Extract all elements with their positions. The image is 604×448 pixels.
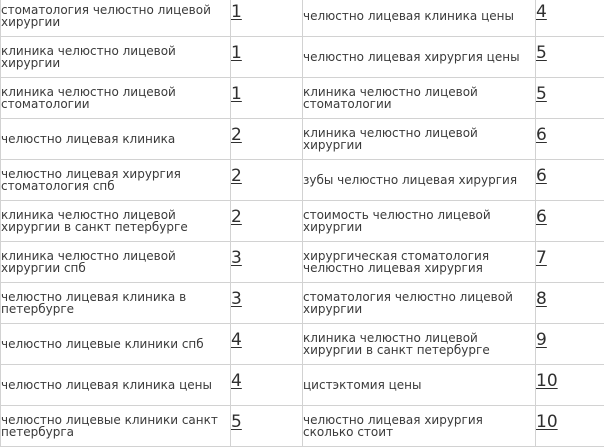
right-position-cell [536,119,604,160]
right-position-link[interactable]: 7 [536,247,547,268]
left-position-link[interactable]: 2 [231,206,242,227]
left-position-link[interactable]: 2 [231,165,242,186]
left-position-cell [231,160,303,201]
right-position-cell [536,406,604,447]
left-position-cell [231,242,303,283]
left-position-link[interactable]: 1 [231,42,242,63]
right-keyword-phrase: стоматология челюстно лицевой хирургии [303,283,536,324]
table-row [1,201,604,242]
left-position-link[interactable]: 1 [231,83,242,104]
left-position-cell [231,365,303,406]
right-keyword-phrase: челюстно лицевая клиника цены [303,0,536,37]
left-position-cell [231,283,303,324]
right-position-link[interactable]: 10 [536,370,558,391]
left-position-link[interactable]: 2 [231,124,242,145]
table-row [1,78,604,119]
right-position-link[interactable]: 9 [536,329,547,350]
right-keyword-phrase: клиника челюстно лицевой стоматологии [303,78,536,119]
left-keyword-phrase: челюстно лицевые клиники спб [1,324,231,365]
left-keyword-phrase: клиника челюстно лицевой хирургии спб [1,242,231,283]
right-position-link[interactable]: 6 [536,206,547,227]
right-position-cell [536,37,604,78]
table-row [1,119,604,160]
left-position-link[interactable]: 5 [231,411,242,432]
right-position-cell [536,365,604,406]
right-position-link[interactable]: 4 [536,1,547,22]
left-keyword-phrase: клиника челюстно лицевой хирургии в санкт петербурге [1,201,231,242]
table-row [1,37,604,78]
right-position-cell [536,283,604,324]
left-keyword-phrase: челюстно лицевые клиники санкт петербурга [1,406,231,447]
left-keyword-phrase: стоматология челюстно лицевой хирургии [1,0,231,37]
right-position-cell [536,242,604,283]
right-position-cell [536,0,604,37]
right-keyword-phrase: цистэктомия цены [303,365,536,406]
left-position-link[interactable]: 3 [231,247,242,268]
right-position-link[interactable]: 6 [536,124,547,145]
left-position-cell [231,119,303,160]
left-keyword-phrase: челюстно лицевая хирургия стоматология спб [1,160,231,201]
right-position-link[interactable]: 8 [536,288,547,309]
left-position-link[interactable]: 4 [231,370,242,391]
left-keyword-phrase: клиника челюстно лицевой хирургии [1,37,231,78]
right-position-cell [536,201,604,242]
table-row [1,160,604,201]
table-row [1,283,604,324]
left-position-cell [231,78,303,119]
left-keyword-phrase: челюстно лицевая клиника в петербурге [1,283,231,324]
left-keyword-phrase: клиника челюстно лицевой стоматологии [1,78,231,119]
right-position-cell [536,160,604,201]
table-row [1,365,604,406]
left-position-cell [231,0,303,37]
left-position-cell [231,37,303,78]
right-keyword-phrase: челюстно лицевая хирургия цены [303,37,536,78]
right-position-link[interactable]: 10 [536,411,558,432]
right-keyword-phrase: челюстно лицевая хирургия сколько стоит [303,406,536,447]
right-position-link[interactable]: 5 [536,83,547,104]
right-position-cell [536,78,604,119]
table-body [1,0,604,447]
table-row [1,242,604,283]
left-keyword-phrase: челюстно лицевая клиника [1,119,231,160]
right-keyword-phrase: хирургическая стоматология челюстно лицевая хирургия [303,242,536,283]
left-keyword-phrase: челюстно лицевая клиника цены [1,365,231,406]
left-position-cell [231,201,303,242]
right-keyword-phrase: зубы челюстно лицевая хирургия [303,160,536,201]
right-keyword-phrase: стоимость челюстно лицевой хирургии [303,201,536,242]
right-position-cell [536,324,604,365]
table-row [1,406,604,447]
left-position-link[interactable]: 4 [231,329,242,350]
right-position-link[interactable]: 6 [536,165,547,186]
left-position-link[interactable]: 3 [231,288,242,309]
right-keyword-phrase: клиника челюстно лицевой хирургии [303,119,536,160]
table-row [1,324,604,365]
left-position-cell [231,324,303,365]
left-position-cell [231,406,303,447]
left-position-link[interactable]: 1 [231,1,242,22]
table-row [1,0,604,37]
right-keyword-phrase: клиника челюстно лицевой хирургии в санкт петербурге [303,324,536,365]
right-position-link[interactable]: 5 [536,42,547,63]
